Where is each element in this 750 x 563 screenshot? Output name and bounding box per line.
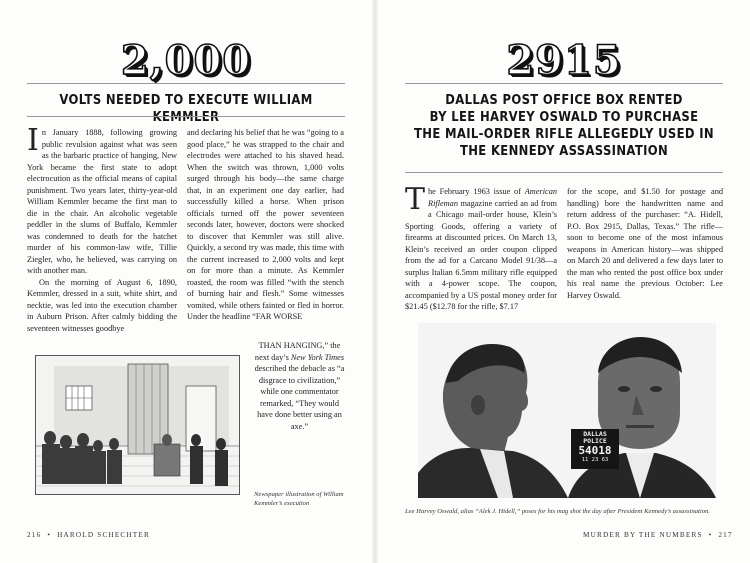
left-page-number: 216 [27,531,42,539]
right-page-number: 217 [718,531,733,539]
nyt-title: New York Times [290,352,345,362]
big-number-2000: 2,000 [120,37,252,84]
paragraph-1: n January 1888, following growing public revulsion against what was seen as the barbaric practice of hanging, New York became the first state to adopt electrocution as the official means of capital punishment. Two years later, thirty-year-old William Kemmler became the first man to die in the chair. An alcoholic vegetable peddler in the slums of Buffalo, Kemmler was condemned to death for the hatchet murder of his common-law wife, Tillie Ziegler, who, he believed, was carrying on with another man. [27,128,177,275]
paragraph-3: and declaring his belief that he was “going to a good place,” he was strapped to the chair and electrodes were attached to his shaved head. When the switch was thrown, 1,000 volts surged through his body—the same charge that, in an experiment one day earlier, had successfully killed a horse. When prison officials turned off the power seventeen seconds later, however, doctors were shocked to discover that Kemmler was still alive. Quickly, a second try was made, this time with the current increased to 2,000 volts and kept on for more than a minute. As Kemmler roasted, the room was filled “with the stench of burning hair and flesh.” Some witnesses vomited, while others fainted or fled in horror. Under the headline “FAR WORSE [187,128,344,321]
title-rule-bottom-right [405,172,723,173]
headline-kemmler: VOLTS NEEDED TO EXECUTE WILLIAM KEMMLER [59,92,313,125]
paragraph-r1-post: magazine carried an ad from a Chicago mail-order house, Klein’s Sporting Goods, offering a variety of firearms at discounted prices. On March 13, Klein’s received an order coupon clipped from the ad for a Carcano Model 91/38—a surplus Italian 6.5mm military rifle equipped with a 4-power scope. The coupon, accompanied by a US postal money order for $21.45 ($12.78 for the rifle, $7.17 [405,198,557,311]
left-column-1 [27,123,177,334]
placard-line-2: POLICE [583,437,607,445]
left-column-2 [187,127,344,323]
execution-engraving [36,356,240,495]
title-rule-top [27,83,345,84]
running-head-author: HAROLD SCHECHTER [57,531,150,539]
dropcap-t: T [405,182,426,217]
headline-line-4: THE KENNEDY ASSASSINATION [459,143,669,159]
right-column-1 [405,182,557,313]
paragraph-r2: for the scope, and $1.50 for postage and handling) bore the handwritten name and return address of the purchaser: “A. Hidell, P.O. Box 2915, Dallas, Texas.” The rifle—soon to become one of the most infamous weapons in American history—was shipped on March 20 and delivered a few days later to the man who rented the post office box under his real name the previous October: Lee Harvey Oswald. [567,187,723,300]
placard-line-1: DALLAS [583,430,607,438]
wrap-text-post: described the debacle as “a disgrace to civilization,” while one commentator remarked, “They would have done better using an axe.” [254,364,345,431]
headline-oswald [404,92,724,160]
right-footer-bullet: • [708,531,713,539]
big-number-2915: 2915 [506,37,622,84]
running-head-title: MURDER BY THE NUMBERS [583,531,703,539]
placard-number: 54018 [578,444,612,457]
police-placard [571,429,619,469]
paragraph-r1-pre: he February 1963 issue of [428,187,525,196]
headline-line-3: THE MAIL-ORDER RIFLE ALLEGEDLY USED IN [414,126,714,142]
magazine-title: American Rifleman [428,187,557,208]
wrap-text-pre: THAN HANGING,” the next day’s [254,341,341,362]
title-rule-top-right [405,83,723,84]
headline-line-2: BY LEE HARVEY OSWALD TO PURCHASE [429,109,699,125]
right-footer [583,531,733,539]
illustration-caption: Newspaper illustration of William Kemmler’s execution [254,491,344,507]
title-rule-bottom [27,116,345,117]
left-page [0,0,372,563]
left-footer-bullet: • [47,531,52,539]
dropcap-i: I [27,123,39,158]
wrap-text [254,340,345,432]
placard-date: 11 23 63 [581,457,609,463]
mug-shot-image [418,323,716,498]
right-column-2 [567,186,723,301]
headline-line-1: DALLAS POST OFFICE BOX RENTED [445,92,683,108]
paragraph-2: On the morning of August 6, 1890, Kemmler, dressed in a suit, white shirt, and necktie, was led into the execution chamber in Auburn Prison. After calmly bidding the seventeen witnesses goodbye [27,277,177,333]
mug-shot-photo [418,323,716,498]
photo-caption: Lee Harvey Oswald, alias “Alek J. Hidell,” poses for his mug shot the day after President Kennedy’s assassination. [405,508,710,515]
left-footer [27,531,150,539]
execution-illustration [35,355,240,495]
